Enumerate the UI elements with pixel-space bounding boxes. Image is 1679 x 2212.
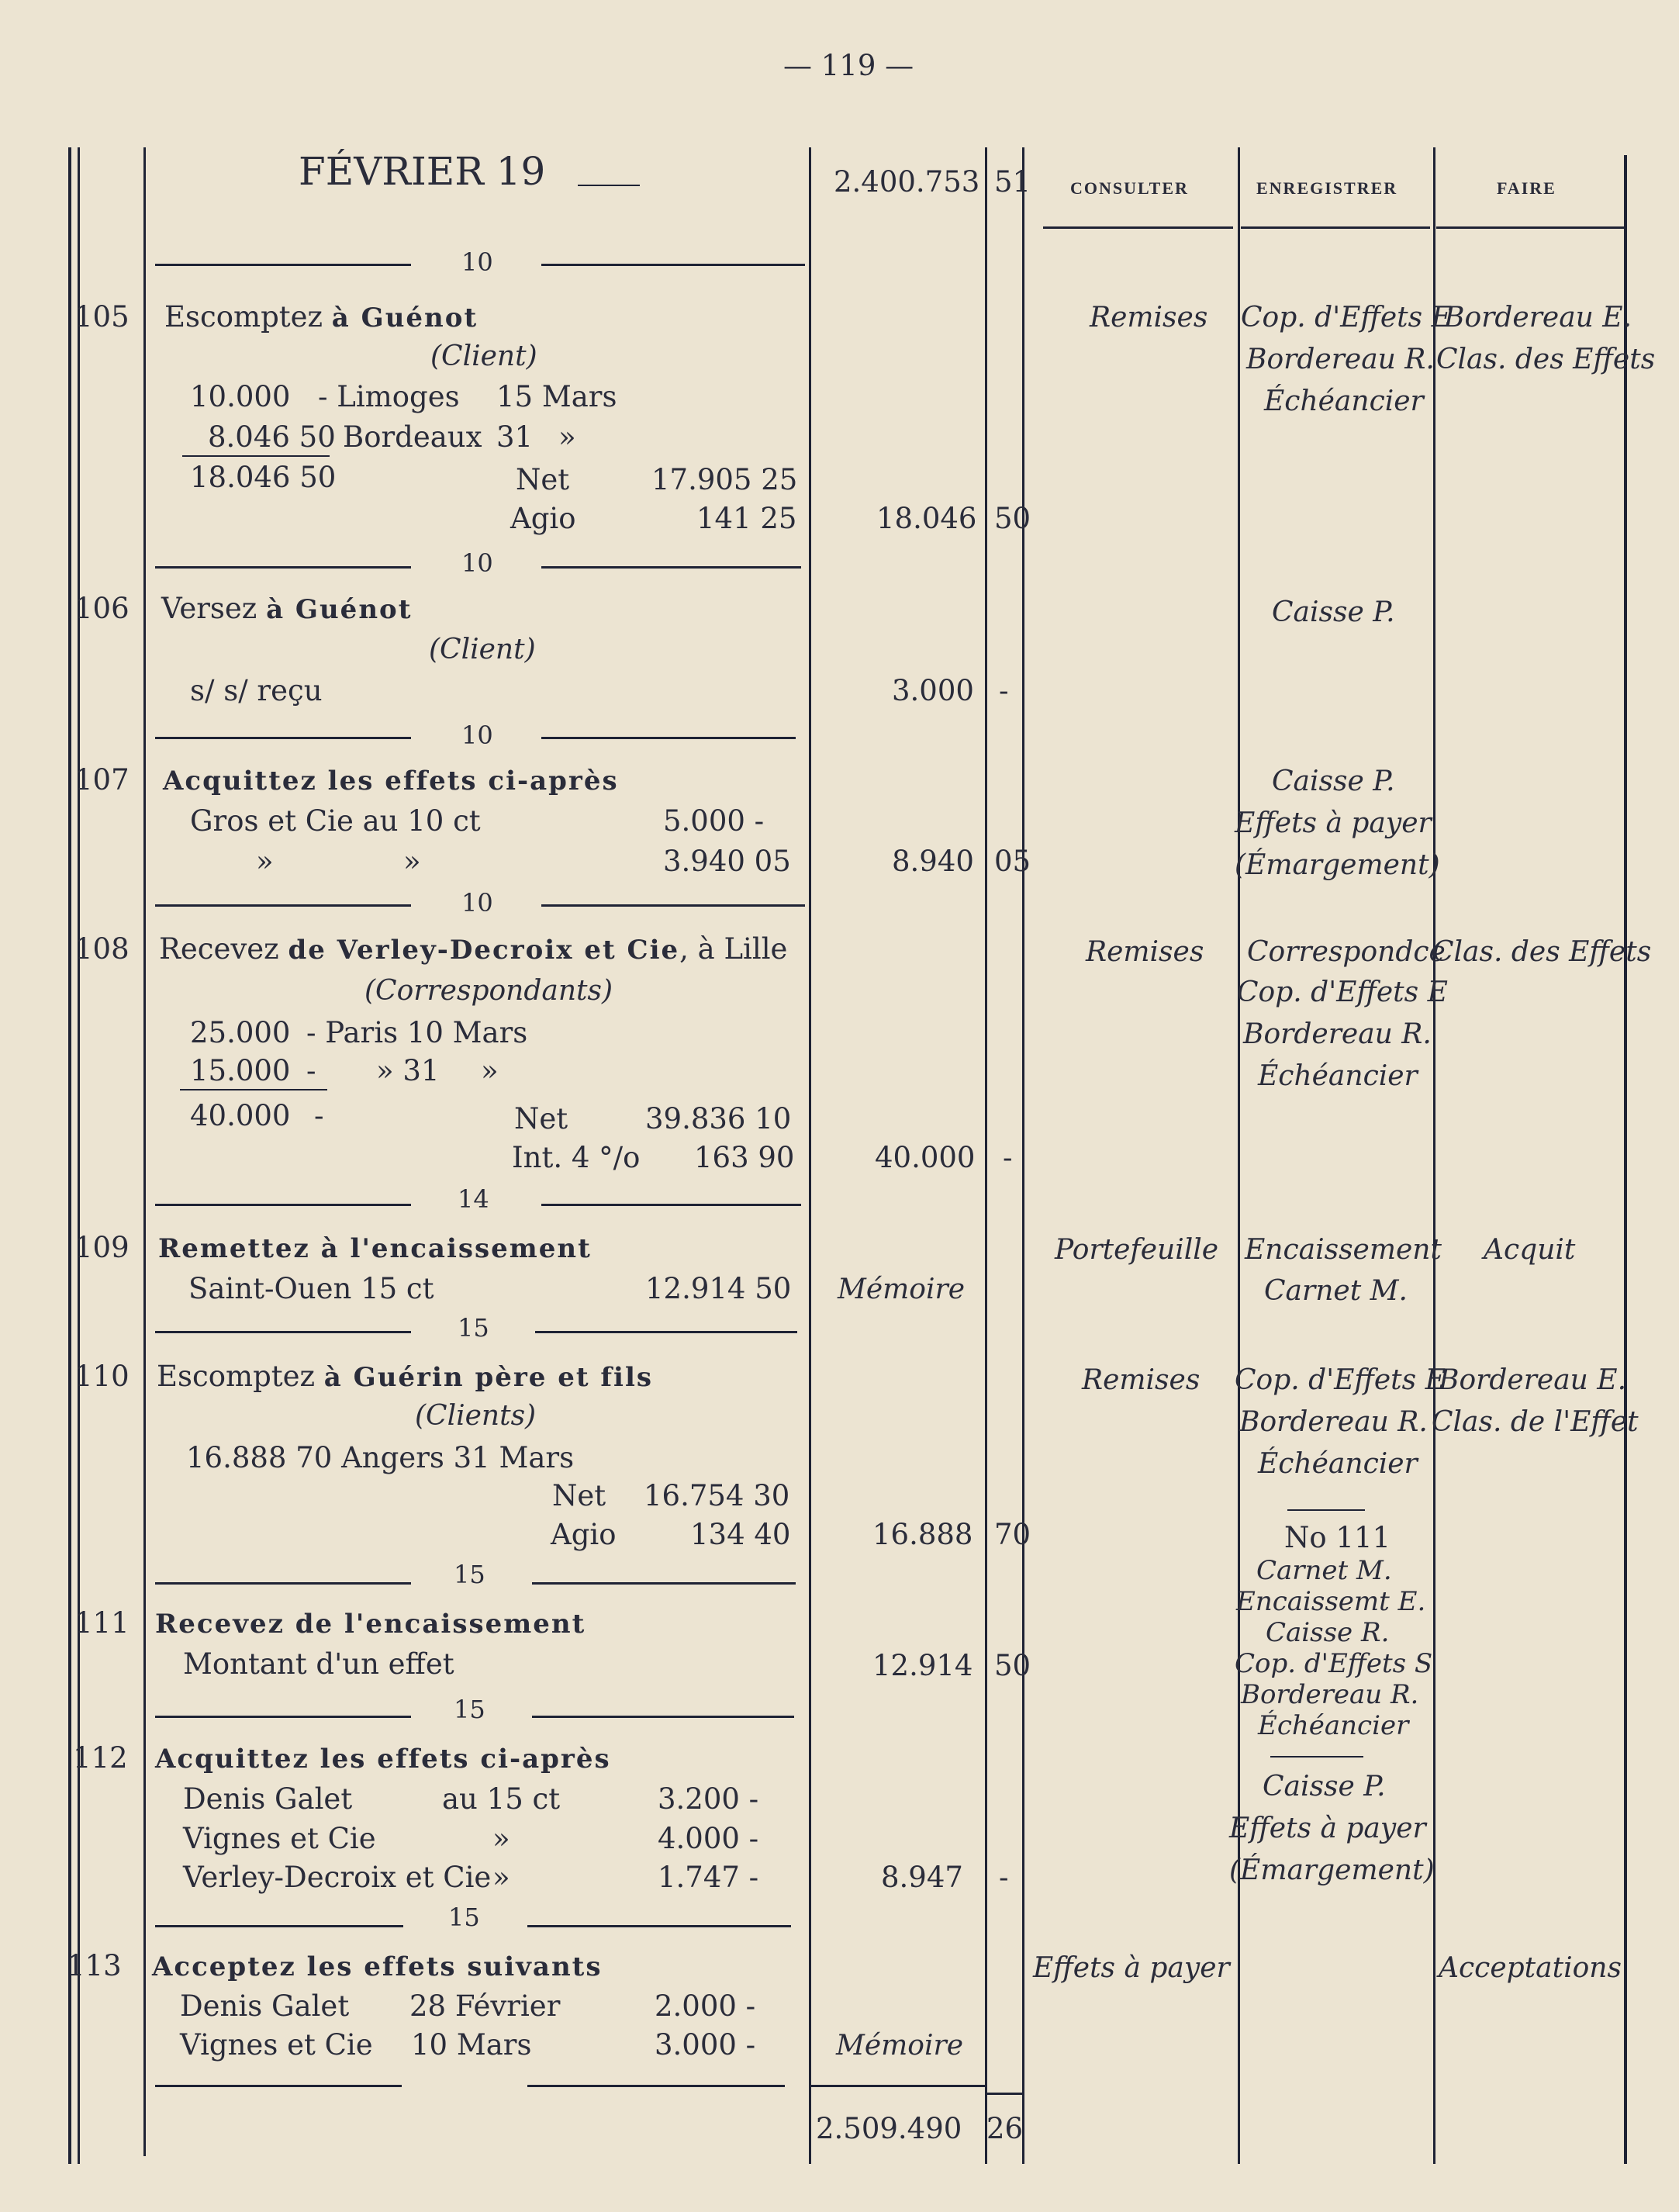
- date-rule-right: [532, 1716, 794, 1718]
- entry-amount: 8.947: [881, 1861, 963, 1894]
- date-rule-left: [155, 737, 411, 739]
- entry-date: 15: [448, 1903, 480, 1932]
- entry-number: 105: [74, 300, 130, 334]
- enregistrer-value: Encaissemt E.: [1236, 1586, 1426, 1617]
- enregistrer-value: Cop. d'Effets E: [1237, 976, 1448, 1008]
- line-date: 10 Mars: [411, 2028, 532, 2062]
- entry-subtitle: (Correspondants): [364, 975, 613, 1007]
- date-rule-left: [155, 904, 411, 907]
- memo-label: Mémoire: [836, 2030, 964, 2062]
- entry-line: Saint-Ouen 15 ct: [188, 1272, 434, 1305]
- enregistrer-value: Bordereau R.: [1239, 1406, 1428, 1438]
- page-number: — 119 —: [783, 49, 914, 82]
- date-rule-left: [155, 566, 411, 569]
- grand-total-amount: 2.509.490: [816, 2112, 962, 2145]
- enregistrer-value: Caisse R.: [1266, 1617, 1390, 1648]
- enregistrer-ref: No 111: [1284, 1521, 1391, 1554]
- memo-label: Mémoire: [838, 1274, 966, 1305]
- line-value: 4.000 -: [658, 1822, 759, 1855]
- carry-amount: 2.400.753: [834, 165, 980, 199]
- entry-title: Versez à Guénot: [161, 592, 413, 625]
- line-date: 15 Mars: [496, 380, 617, 413]
- date-rule-right: [541, 566, 801, 569]
- date-rule-right: [541, 264, 805, 266]
- line-ditto: »: [403, 845, 421, 878]
- rule-left-outer: [68, 147, 71, 2164]
- enregistrer-value: Cop. d'Effets S: [1235, 1648, 1433, 1679]
- enregistrer-value: Échéancier: [1258, 1060, 1418, 1092]
- date-rule-left: [155, 1582, 411, 1585]
- entry-number: 106: [74, 592, 130, 625]
- line-payee: Verley-Decroix et Cie: [183, 1861, 492, 1894]
- enregistrer-value: Caisse P.: [1272, 766, 1395, 797]
- line-ditto: »: [256, 845, 274, 878]
- line-payee: Vignes et Cie: [180, 2028, 373, 2062]
- date-rule-right: [541, 1204, 801, 1206]
- entry-title: Recevez de Verley-Decroix et Cie, à Lille: [159, 932, 788, 966]
- total-rule: [809, 2085, 987, 2087]
- faire-value: Clas. des Effets: [1432, 936, 1652, 968]
- entry-cents: 50: [994, 1649, 1031, 1682]
- rule-cents-col: [985, 147, 987, 2164]
- entry-date: 10: [461, 247, 493, 277]
- enregistrer-value: Caisse P.: [1263, 1771, 1386, 1802]
- entry-number: 108: [74, 932, 130, 966]
- entry-amount: 40.000: [875, 1141, 976, 1174]
- entry-cents: -: [1003, 1141, 1013, 1174]
- agio-label: Agio: [551, 1518, 617, 1551]
- int-label: Int. 4 °/o: [512, 1141, 641, 1174]
- line-date: » 31: [376, 1054, 440, 1087]
- enregistrer-value: Carnet M.: [1264, 1275, 1408, 1307]
- heading-dotline: [578, 185, 640, 186]
- entry-amount: 3.000: [892, 674, 974, 707]
- sum-rule: [180, 1089, 327, 1090]
- entry-title: Acquittez les effets ci-après: [155, 1744, 611, 1775]
- line-place: Bordeaux: [343, 420, 482, 454]
- net-value: 16.754 30: [644, 1479, 790, 1512]
- enregistrer-value: Cop. d'Effets E: [1235, 1364, 1446, 1396]
- faire-value: Acceptations: [1439, 1952, 1622, 1984]
- net-label: Net: [514, 1102, 568, 1135]
- line-payee: Denis Galet: [180, 1989, 350, 2023]
- entry-subtitle: (Client): [430, 340, 537, 372]
- entry-date: 15: [454, 1695, 485, 1724]
- memo-rule: [1270, 1756, 1363, 1758]
- entry-title: Acceptez les effets suivants: [152, 1951, 603, 1982]
- entry-number: 112: [73, 1741, 128, 1775]
- entry-number: 111: [74, 1606, 130, 1640]
- entry-date: 15: [458, 1313, 489, 1343]
- int-value: 163 90: [694, 1141, 795, 1174]
- net-value: 39.836 10: [645, 1102, 792, 1135]
- line-amount: 8.046 50: [208, 420, 336, 454]
- agio-value: 141 25: [696, 502, 797, 535]
- entry-line: Montant d'un effet: [183, 1647, 454, 1681]
- header-underline-enregistrer: [1241, 226, 1430, 229]
- entry-title: Escomptez à Guénot: [164, 300, 478, 334]
- enregistrer-value: Échéancier: [1258, 1448, 1418, 1480]
- entry-cents: -: [999, 674, 1009, 707]
- entry-amount: 16.888: [872, 1518, 973, 1551]
- consulter-value: Remises: [1086, 936, 1204, 968]
- line-payee: Vignes et Cie: [183, 1822, 376, 1855]
- col-enregistrer-header: ENREGISTRER: [1256, 178, 1398, 198]
- consulter-value: Portefeuille: [1055, 1234, 1219, 1266]
- enregistrer-value: Échéancier: [1264, 385, 1424, 417]
- entry-title: Remettez à l'encaissement: [158, 1233, 592, 1264]
- line-value: 3.000 -: [655, 2028, 756, 2062]
- enregistrer-value: Bordereau R.: [1241, 1679, 1419, 1710]
- header-underline-consulter: [1043, 226, 1233, 229]
- entry-amount: 18.046: [876, 502, 977, 535]
- rule-left-inner: [78, 147, 80, 2164]
- line-value: 3.200 -: [658, 1782, 759, 1816]
- date-rule-right: [535, 1331, 797, 1333]
- entry-line: s/ s/ reçu: [190, 674, 323, 707]
- net-value: 17.905 25: [651, 463, 798, 496]
- line-value: 12.914 50: [645, 1272, 792, 1305]
- line-amount: 15.000: [190, 1054, 291, 1087]
- line-value: 1.747 -: [658, 1861, 759, 1894]
- agio-label: Agio: [510, 502, 576, 535]
- enregistrer-value: Caisse P.: [1272, 596, 1395, 628]
- date-rule-right: [541, 737, 796, 739]
- enregistrer-value: Correspondce: [1247, 936, 1446, 968]
- line-amount: 10.000: [190, 380, 291, 413]
- net-label: Net: [552, 1479, 606, 1512]
- date-rule-right: [541, 904, 805, 907]
- enregistrer-value: Carnet M.: [1256, 1555, 1392, 1586]
- date-rule-right: [527, 1925, 791, 1927]
- line-ditto: »: [492, 1822, 510, 1855]
- memo-rule: [1287, 1509, 1365, 1511]
- closing-rule-right: [527, 2085, 785, 2087]
- rule-cents-end: [1022, 147, 1024, 2164]
- line-value: 5.000 -: [663, 804, 765, 838]
- enregistrer-value: Échéancier: [1258, 1710, 1409, 1741]
- entry-cents: 05: [994, 845, 1031, 878]
- enregistrer-value: Effets à payer: [1235, 807, 1432, 839]
- grand-total-cents: 26: [986, 2112, 1024, 2145]
- line-place: - Paris 10 Mars: [306, 1016, 528, 1049]
- entry-title: Acquittez les effets ci-après: [163, 766, 619, 797]
- agio-value: 134 40: [690, 1518, 791, 1551]
- enregistrer-value: (Émargement): [1235, 849, 1440, 881]
- line-dash: -: [306, 1054, 316, 1087]
- enregistrer-value: Bordereau R.: [1243, 1018, 1432, 1050]
- entry-number: 107: [74, 763, 130, 797]
- entry-date: 10: [461, 721, 493, 750]
- consulter-value: Remises: [1082, 1364, 1201, 1396]
- line-ditto: »: [492, 1861, 510, 1894]
- carry-cents: 51: [994, 165, 1031, 199]
- entry-cents: 70: [994, 1518, 1031, 1551]
- line-value: 3.940 05: [663, 845, 791, 878]
- entry-date: 10: [461, 548, 493, 578]
- entry-title: Escomptez à Guérin père et fils: [157, 1360, 653, 1393]
- enregistrer-value: Cop. d'Effets E: [1241, 302, 1452, 334]
- rule-amount-col: [809, 147, 811, 2164]
- line-date: au 15 ct: [442, 1782, 561, 1816]
- closing-rule-left: [155, 2085, 402, 2087]
- date-rule-left: [155, 1925, 403, 1927]
- line-value: 2.000 -: [655, 1989, 756, 2023]
- line-date: 28 Février: [409, 1989, 561, 2023]
- entry-title: Recevez de l'encaissement: [155, 1609, 586, 1640]
- date-rule-left: [155, 264, 411, 266]
- date-rule-left: [155, 1331, 411, 1333]
- consulter-value: Effets à payer: [1033, 1952, 1230, 1984]
- net-label: Net: [516, 463, 570, 496]
- line-payee: Gros et Cie au 10 ct: [190, 804, 481, 838]
- line-total: 18.046 50: [190, 461, 337, 494]
- line-total: 40.000: [190, 1099, 291, 1132]
- rule-number-col: [143, 147, 146, 2156]
- faire-value: Clas. des Effets: [1436, 344, 1656, 375]
- col-faire-header: FAIRE: [1497, 178, 1556, 198]
- line-place: - Limoges: [318, 380, 460, 413]
- line-ditto: »: [558, 420, 576, 454]
- enregistrer-value: (Émargement): [1229, 1854, 1435, 1886]
- col-consulter-header: CONSULTER: [1070, 178, 1189, 198]
- entry-date: 14: [458, 1184, 489, 1214]
- line-dash: -: [314, 1099, 324, 1132]
- entry-amount: 8.940: [892, 845, 974, 878]
- total-cents-rule: [985, 2093, 1022, 2095]
- entry-line: 16.888 70 Angers 31 Mars: [186, 1441, 575, 1474]
- entry-date: 10: [461, 888, 493, 918]
- enregistrer-value: Effets à payer: [1229, 1813, 1426, 1844]
- faire-value: Clas. de l'Effet: [1432, 1406, 1639, 1438]
- line-date: 31: [496, 420, 534, 454]
- entry-subtitle: (Clients): [415, 1400, 537, 1432]
- date-rule-left: [155, 1716, 411, 1718]
- entry-number: 110: [74, 1360, 130, 1393]
- enregistrer-value: Bordereau R.: [1246, 344, 1435, 375]
- date-rule-right: [532, 1582, 796, 1585]
- date-rule-left: [155, 1204, 411, 1206]
- month-heading: FÉVRIER 19: [299, 149, 546, 194]
- rule-right-outer: [1624, 155, 1627, 2164]
- line-amount: 25.000: [190, 1016, 291, 1049]
- entry-cents: 50: [994, 502, 1031, 535]
- entry-number: 113: [67, 1949, 122, 1982]
- line-ditto: »: [481, 1054, 499, 1087]
- sum-rule: [182, 455, 330, 457]
- faire-value: Acquit: [1484, 1234, 1576, 1266]
- entry-date: 15: [454, 1560, 485, 1589]
- line-payee: Denis Galet: [183, 1782, 353, 1816]
- entry-amount: 12.914: [872, 1649, 973, 1682]
- entry-cents: -: [999, 1861, 1009, 1894]
- faire-value: Bordereau E.: [1444, 302, 1632, 334]
- entry-number: 109: [74, 1231, 130, 1264]
- faire-value: Bordereau E.: [1439, 1364, 1627, 1396]
- entry-subtitle: (Client): [429, 634, 536, 665]
- enregistrer-value: Encaissement: [1245, 1234, 1442, 1266]
- consulter-value: Remises: [1090, 302, 1208, 334]
- header-underline-faire: [1436, 226, 1624, 229]
